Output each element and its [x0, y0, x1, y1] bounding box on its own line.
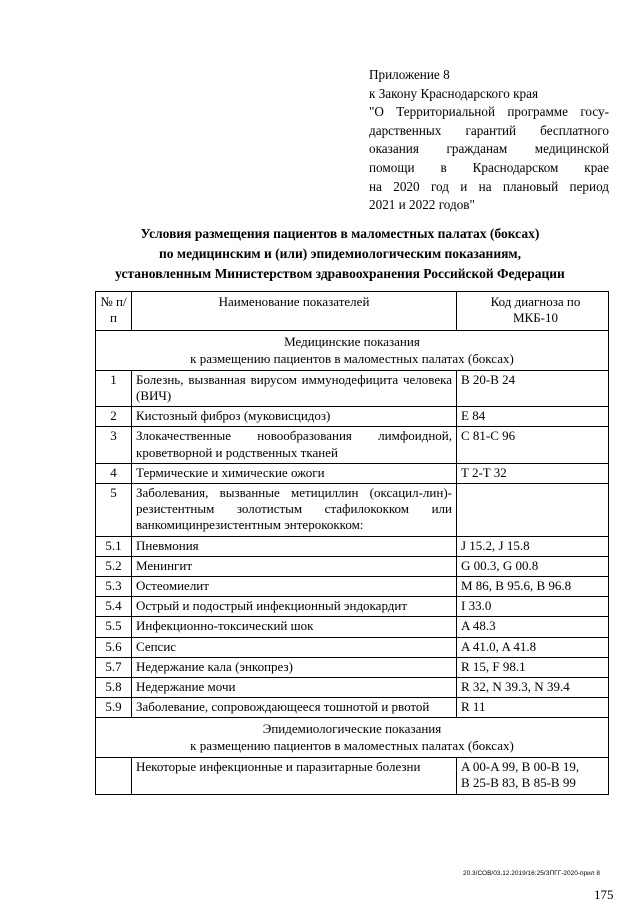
row-name: Болезнь, вызванная вирусом иммунодефицита человека (ВИЧ): [132, 370, 457, 406]
row-num: 2: [96, 407, 132, 427]
table-row: [96, 407, 609, 427]
row-num: 5.6: [96, 637, 132, 657]
row-code: A 48.3: [457, 617, 609, 637]
row-code: B 20-B 24: [457, 370, 609, 406]
section-row: [96, 718, 609, 757]
title-line: установленным Министерством здравоохранения Российской Федерации: [115, 266, 565, 281]
annex-line: 2021 и 2022 годов": [369, 197, 475, 213]
table-row: [96, 657, 609, 677]
table-row: [96, 757, 609, 794]
title-line: по медицинским и (или) эпидемиологическим показаниям,: [159, 246, 521, 261]
document-footer: 20.3/СОВ/03.12.2019/16:25/ЗПГГ-2020-прил 8: [463, 870, 601, 877]
annex-line: к Закону Краснодарского края: [369, 85, 539, 101]
row-num: 5.9: [96, 698, 132, 718]
table-row: [96, 463, 609, 483]
row-name: Менингит: [132, 556, 457, 576]
row-num: 3: [96, 427, 132, 463]
row-code: A 41.0, A 41.8: [457, 637, 609, 657]
row-name: Пневмония: [132, 536, 457, 556]
row-num: 4: [96, 463, 132, 483]
section-title: Медицинские показания: [284, 334, 420, 350]
row-name: Острый и подострый инфекционный эндокардит: [132, 597, 457, 617]
row-code: R 32, N 39.3, N 39.4: [457, 678, 609, 698]
row-code: I 33.0: [457, 597, 609, 617]
page-number: 175: [594, 887, 614, 902]
title-line: Условия размещения пациентов в маломестных палатах (боксах): [140, 226, 540, 241]
annex-line: на 2020 год и на плановый период: [369, 178, 609, 194]
row-num: [96, 757, 132, 794]
row-name: Кистозный фиброз (муковисцидоз): [132, 407, 457, 427]
section-subtitle: к размещению пациентов в маломестных палатах (боксах): [190, 350, 514, 366]
row-num: 5.3: [96, 577, 132, 597]
row-code: R 11: [457, 698, 609, 718]
table-row: [96, 427, 609, 463]
header-name: Наименование показателей: [132, 292, 457, 331]
row-name: Заболевания, вызванные метициллин (оксацил-лин)-резистентным золотистым стафилококком или ванкомицинрезистентным энтерококком:: [132, 484, 457, 537]
row-name: Заболевание, сопровождающееся тошнотой и рвотой: [132, 698, 457, 718]
row-code: G 00.3, G 00.8: [457, 556, 609, 576]
table-row: [96, 678, 609, 698]
table-row: [96, 698, 609, 718]
section-subtitle: к размещению пациентов в маломестных палатах (боксах): [190, 737, 514, 753]
row-num: 5.1: [96, 536, 132, 556]
code-line: A 00-A 99, B 00-B 19,: [461, 758, 580, 774]
row-code: R 15, F 98.1: [457, 657, 609, 677]
table-header-row: [96, 292, 609, 331]
row-num: 5: [96, 484, 132, 537]
annex-line: оказания гражданам медицинской: [369, 141, 609, 157]
row-name: Инфекционно-токсический шок: [132, 617, 457, 637]
row-name: Недержание мочи: [132, 678, 457, 698]
table-row: [96, 637, 609, 657]
section-title: Эпидемиологические показания: [262, 721, 442, 737]
annex-header: [369, 66, 609, 215]
annex-line: дарственных гарантий бесплатного: [369, 122, 609, 138]
row-code: T 2-T 32: [457, 463, 609, 483]
row-code: M 86, B 95.6, B 96.8: [457, 577, 609, 597]
conditions-table: [95, 291, 609, 795]
table-row: [96, 577, 609, 597]
code-line: B 25-B 83, B 85-B 99: [461, 775, 576, 791]
row-name: Недержание кала (энкопрез): [132, 657, 457, 677]
row-code: [457, 757, 609, 794]
row-code: E 84: [457, 407, 609, 427]
row-name: Злокачественные новообразования лимфоидной, кроветворной и родственных тканей: [132, 427, 457, 463]
row-name: Некоторые инфекционные и паразитарные болезни: [132, 757, 457, 794]
document-title: [60, 224, 620, 284]
row-num: 5.7: [96, 657, 132, 677]
section-medical: [96, 331, 609, 370]
row-name: Термические и химические ожоги: [132, 463, 457, 483]
table-row: [96, 484, 609, 537]
table-row: [96, 597, 609, 617]
annex-line: помощи в Краснодарском крае: [369, 159, 609, 175]
header-num: № п/п: [96, 292, 132, 331]
row-num: 5.4: [96, 597, 132, 617]
section-row: [96, 331, 609, 370]
annex-line: Приложение 8: [369, 67, 450, 82]
row-code: [457, 484, 609, 537]
header-code: Код диагноза по МКБ-10: [457, 292, 609, 331]
row-code: J 15.2, J 15.8: [457, 536, 609, 556]
row-num: 1: [96, 370, 132, 406]
annex-line: "О Территориальной программе госу-: [369, 104, 609, 120]
row-num: 5.8: [96, 678, 132, 698]
table-row: [96, 370, 609, 406]
table-row: [96, 556, 609, 576]
row-name: Сепсис: [132, 637, 457, 657]
row-num: 5.5: [96, 617, 132, 637]
table-row: [96, 536, 609, 556]
section-epidemiological: [96, 718, 609, 757]
row-num: 5.2: [96, 556, 132, 576]
row-name: Остеомиелит: [132, 577, 457, 597]
row-code: C 81-C 96: [457, 427, 609, 463]
table-row: [96, 617, 609, 637]
